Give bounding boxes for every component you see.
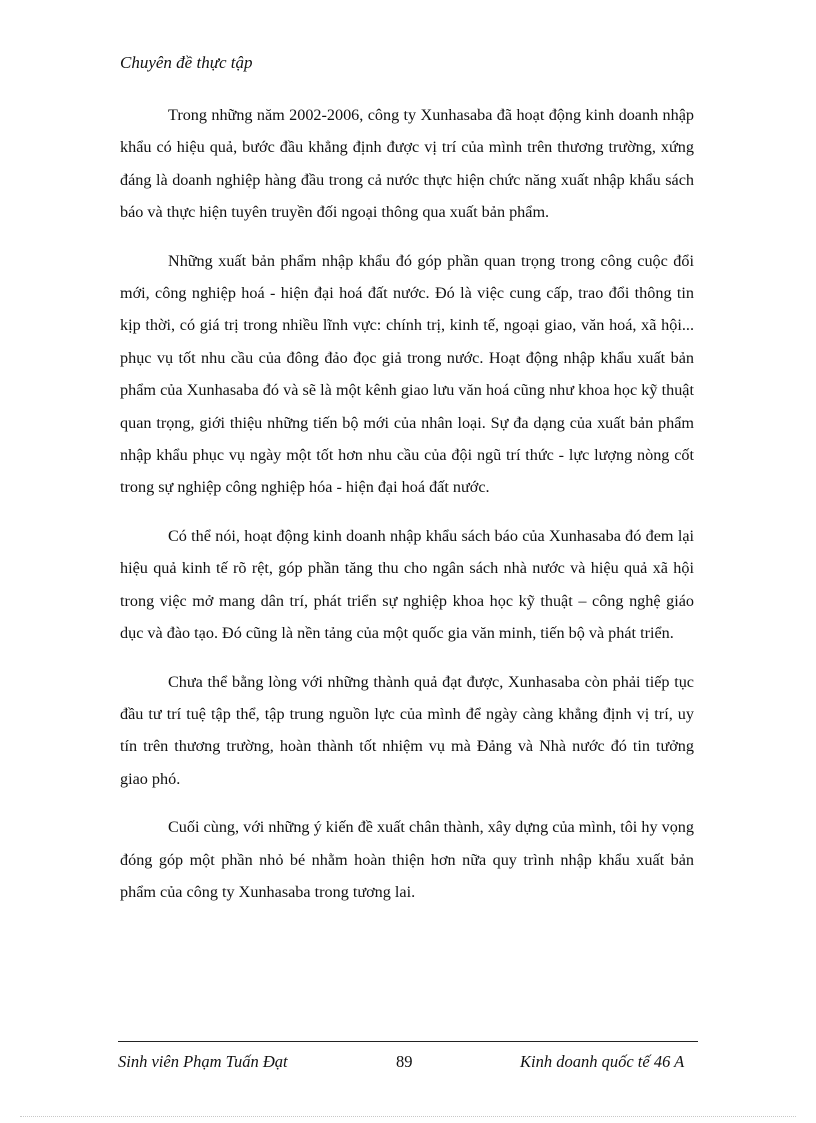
footer-page-number: 89 <box>396 1052 413 1071</box>
document-body <box>120 99 694 924</box>
paragraph-3: Có thể nói, hoạt động kinh doanh nhập khẩu sách báo của Xunhasaba đó đem lại hiệu quả kinh tế rõ rệt, góp phần tăng thu cho ngân sách nhà nước và hiệu quả xã hội trong việc mở mang dân trí, phát triển sự nghiệp khoa học kỹ thuật – công nghệ giáo dục và đào tạo. Đó cũng là nền tảng của một quốc gia văn minh, tiến bộ và phát triển. <box>120 526 694 643</box>
footer-divider <box>118 1041 698 1042</box>
page-bottom-border <box>20 1116 796 1117</box>
paragraph-5: Cuối cùng, với những ý kiến đề xuất chân thành, xây dựng của mình, tôi hy vọng đóng góp một phần nhỏ bé nhằm hoàn thiện hơn nữa quy trình nhập khẩu xuất bản phẩm của công ty Xunhasaba trong tương lai. <box>120 818 694 901</box>
paragraph-2: Những xuất bản phẩm nhập khẩu đó góp phần quan trọng trong công cuộc đổi mới, công nghiệp hoá - hiện đại hoá đất nước. Đó là việc cung cấp, trao đổi thông tin kịp thời, có giá trị trong nhiều lĩnh vực: chính trị, kinh tế, ngoại giao, văn hoá, xã hội... phục vụ tốt nhu cầu của đông đảo đọc giả trong nước. Hoạt động nhập khẩu xuất bản phẩm của Xunhasaba đó và sẽ là một kênh giao lưu văn hoá cũng như khoa học kỹ thuật quan trọng, giới thiệu những tiến bộ mới của nhân loại. Sự đa dạng của xuất bản phẩm nhập khẩu phục vụ ngày một tốt hơn nhu cầu của đội ngũ trí thức - lực lượng nòng cốt trong sự nghiệp công nghiệp hóa - hiện đại hoá đất nước. <box>120 251 694 497</box>
paragraph-1: Trong những năm 2002-2006, công ty Xunhasaba đã hoạt động kinh doanh nhập khẩu có hiệu quả, bước đầu khẳng định được vị trí của mình trên thương trường, xứng đáng là doanh nghiệp hàng đầu trong cả nước thực hiện chức năng xuất nhập khẩu sách báo và thực hiện tuyên truyền đối ngoại thông qua xuất bản phẩm. <box>120 106 694 222</box>
footer-class: Kinh doanh quốc tế 46 A <box>520 1052 685 1071</box>
footer-author: Sinh viên Phạm Tuấn Đạt <box>118 1052 288 1071</box>
paragraph-4: Chưa thể bằng lòng với những thành quả đạt được, Xunhasaba còn phải tiếp tục đầu tư trí tuệ tập thể, tập trung nguồn lực của mình để ngày càng khẳng định vị trí, uy tín trên thương trường, hoàn thành tốt nhiệm vụ mà Đảng và Nhà nước đó tin tưởng giao phó. <box>120 672 694 788</box>
page-header-title: Chuyên đề thực tập <box>120 53 253 72</box>
